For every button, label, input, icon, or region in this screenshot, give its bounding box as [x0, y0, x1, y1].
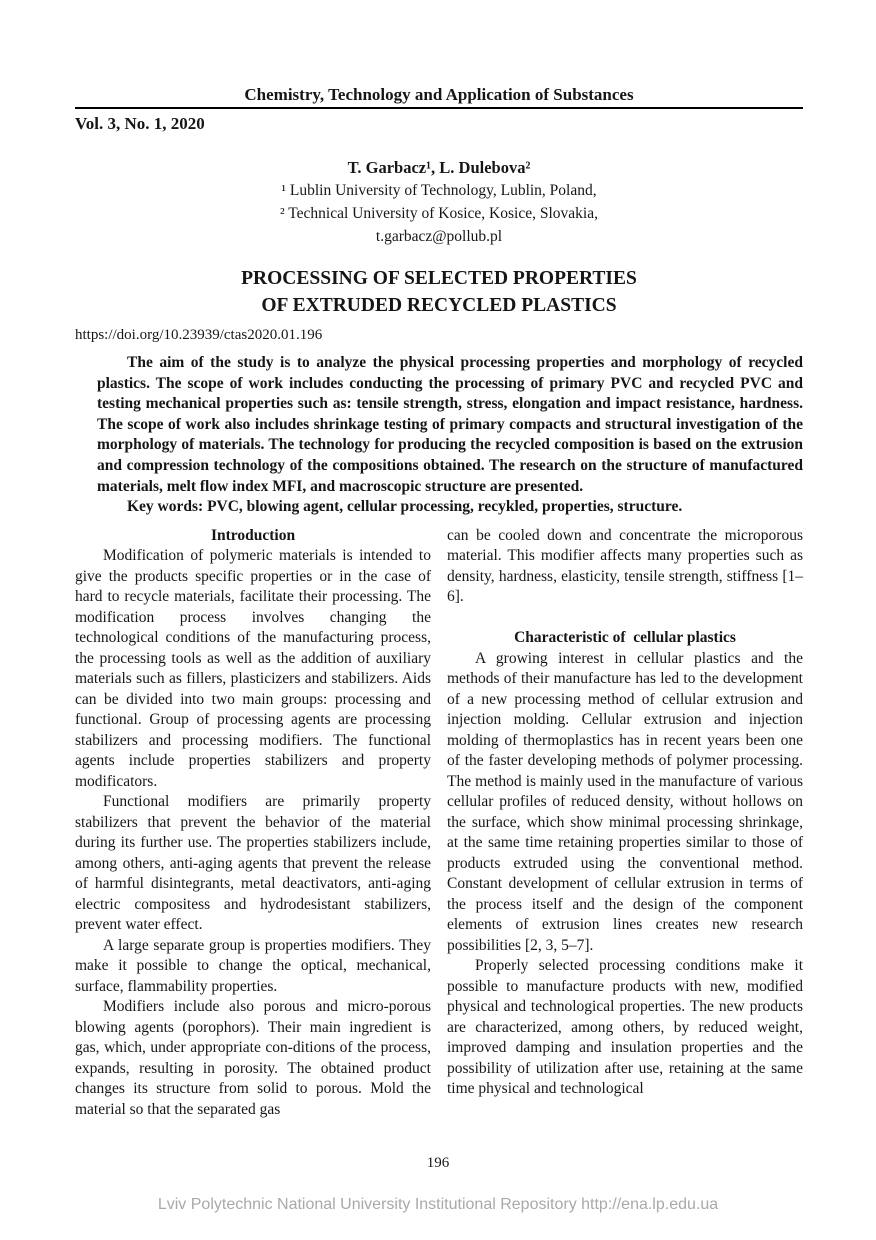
body-paragraph: Functional modifiers are primarily property stabilizers that prevent the behavior of the material during its further use. The properties stabilizers include, among others, anti-aging agents that prevent the release of harmful disintegrants, metal deactivators, anti-aging electric compositess and hydrodesistant stabilizers, prevent water effect.	[75, 793, 431, 934]
journal-title: Chemistry, Technology and Application of Substances	[244, 85, 634, 104]
doi-text: https://doi.org/10.23939/ctas2020.01.196	[75, 327, 323, 343]
body-paragraph: Modifiers include also porous and micro-porous blowing agents (porophors). Their main ingredient is gas, which, under appropriate con-ditions of the process, expands, resulting in porosity. The obtained product changes its structure from solid to porous. Mold the material so that the separated gas	[75, 998, 431, 1118]
affiliation-1: ¹ Lublin University of Technology, Lublin, Poland,	[281, 182, 597, 199]
repository-watermark: Lviv Polytechnic National University Institutional Repository http://ena.lp.edu.ua	[157, 1196, 719, 1213]
body-paragraph: A growing interest in cellular plastics and the methods of their manufacture has led to the development of a new processing method of cellular extrusion and injection molding. Cellular extrusion and injection molding of thermoplastics has in recent years been one of the faster developing methods of polymer processing. The method is mainly used in the manufacture of various cellular profiles of reduced density, without hollows on the surface, which show minimal processing shrinkage, at the same time retaining properties similar to those of products extruded using the conventional method. Constant development of cellular extrusion in terms of the process itself and the design of the component elements of extrusion lines creates new research possibilities [2, 3, 5–7].	[447, 649, 803, 954]
header-rule	[75, 107, 803, 109]
author-email: t.garbacz@pollub.pl	[375, 228, 503, 245]
article-title-line-1: PROCESSING OF SELECTED PROPERTIES	[241, 268, 637, 289]
affiliation-2: ² Technical University of Kosice, Kosice, Slovakia,	[280, 205, 598, 222]
volume-line: Vol. 3, No. 1, 2020	[75, 114, 205, 133]
two-column-body	[75, 526, 803, 1121]
keywords-line: Key words: PVC, blowing agent, cellular processing, recykled, properties, structure.	[127, 498, 683, 516]
body-paragraph: A large separate group is properties modifiers. They make it possible to change the optical, mechanical, surface, flammability properties.	[75, 936, 431, 995]
article-title	[75, 265, 803, 319]
article-title-line-2: OF EXTRUDED RECYCLED PLASTICS	[261, 295, 617, 316]
left-column	[75, 526, 431, 1121]
body-paragraph-continuation: can be cooled down and concentrate the microporous material. This modifier affects many properties such as density, hardness, elasticity, tensile strength, stiffness [1–6].	[447, 526, 803, 606]
body-paragraph: Modification of polymeric materials is intended to give the products specific properties or in the case of hard to recycle materials, facilitate their processing. The modification process involves changing the technological conditions of the manufacturing process, the processing tools as well as the addition of auxiliary materials such as fillers, plasticizers and stabilizers. Aids can be divided into two main groups: processing and functional. Group of processing agents are processing stabilizers and processing modifiers. The functional agents include properties stabilizers and property modificators.	[75, 547, 431, 790]
abstract-block	[97, 353, 803, 518]
abstract-text: The aim of the study is to analyze the physical processing properties and morphology of recycled plastics. The scope of work includes conducting the processing of primary PVC and recycled PVC and testing mechanical properties such as: tensile strength, stress, elongation and impact resistance, hardness. The scope of work also includes shrinkage testing of primary compacts and structural investigation of the morphology of materials. The technology for producing the recycled composition is based on the extrusion and compression technology of the compositions obtained. The research on the structure of manufactured materials, melt flow index MFI, and macroscopic structure are presented.	[97, 354, 803, 495]
right-column	[447, 526, 803, 1121]
body-paragraph: Properly selected processing conditions make it possible to manufacture products with new, modified physical and technological properties. The new products are characterized, among others, by reduced weight, improved damping and insulation properties and the possibility of utilization after use, retaining at the same time physical and technological	[447, 957, 803, 1098]
section-heading-introduction: Introduction	[210, 526, 296, 544]
authors-line: T. Garbacz¹, L. Dulebova²	[347, 158, 531, 177]
page-content	[75, 0, 803, 1120]
page-number: 196	[426, 1155, 450, 1171]
section-heading-characteristic: Characteristic of cellular plastics	[514, 629, 736, 647]
